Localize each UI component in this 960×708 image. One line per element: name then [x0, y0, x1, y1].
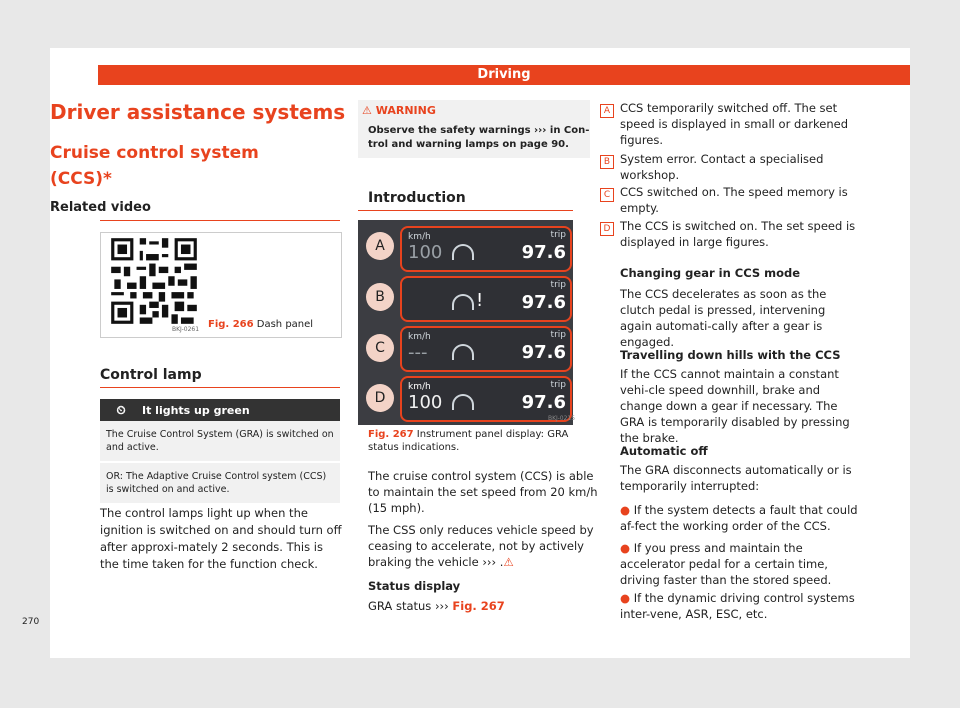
legend-letter: B [600, 155, 614, 169]
bullet-icon: ● [620, 541, 634, 555]
bullet-icon: ● [620, 591, 634, 605]
page-number: 270 [22, 617, 40, 627]
dash-label: B [366, 283, 394, 311]
figure-caption-text: Instrument panel display: GRA status indications. [368, 429, 569, 453]
warning-text: Observe the safety warnings ››› in Con-trol and warning lamps on page 90. [368, 125, 590, 150]
trip-label: trip [550, 280, 566, 290]
kmh-label: km/h [408, 382, 431, 392]
table-row: The Cruise Control System (GRA) is switched on and active. [100, 421, 340, 463]
divider [358, 210, 573, 211]
page-title: Driver assistance systems [50, 100, 346, 124]
automatic-off-text: The GRA disconnects automatically or is temporarily interrupted: [620, 463, 852, 493]
legend-letter: A [600, 104, 614, 118]
list-item: ● If the system detects a fault that could af-fect the working order of the CCS. [620, 503, 858, 533]
figure-caption-text: Dash panel [256, 319, 314, 330]
figure-caption [208, 319, 313, 330]
divider [100, 220, 340, 221]
trip-label: trip [550, 230, 566, 240]
warning-title: ⚠ WARNING [362, 104, 436, 117]
speed-value: 100 [408, 242, 443, 263]
figure-id: BKJ-0215 [548, 415, 576, 422]
figure-id: BKJ-0261 [172, 326, 200, 333]
kmh-label: km/h [408, 332, 431, 342]
figure-caption [368, 428, 573, 454]
downhill-heading: Travelling down hills with the CCS [620, 348, 841, 362]
trip-value: 97.6 [521, 342, 566, 363]
gra-status-line: GRA status ››› Fig. 267 [368, 599, 505, 613]
speedometer-icon [452, 294, 474, 310]
trip-value: 97.6 [521, 392, 566, 413]
intro-paragraph-1: The cruise control system (CCS) is able to maintain the set speed from 20 km/h (15 mph). [368, 469, 598, 515]
trip-value: 97.6 [521, 292, 566, 313]
speed-value: 100 [408, 392, 443, 413]
legend-text: The CCS is switched on. The set speed is displayed in large figures. [620, 219, 856, 249]
dash-row [400, 226, 572, 272]
intro-text [368, 468, 608, 614]
speedometer-icon [452, 344, 474, 360]
legend-text: CCS switched on. The speed memory is empty. [620, 185, 848, 215]
figure-link[interactable]: Fig. 267 [452, 599, 505, 613]
cruise-control-icon: ⏲ [116, 402, 126, 417]
table-header [100, 399, 340, 421]
table-row: OR: The Adaptive Cruise Control system (CCS) is switched on and active. [100, 463, 340, 505]
dash-label: A [366, 232, 394, 260]
lamp-paragraph: The control lamps light up when the ignition is switched on and should turn off after approxi-mately 2 seconds. This is the time taken for the function check. [100, 506, 342, 571]
trip-label: trip [550, 380, 566, 390]
legend-text: CCS temporarily switched off. The set speed is displayed in small or darkened figures. [620, 101, 849, 147]
dash-label: D [366, 384, 394, 412]
legend-letter: D [600, 222, 614, 236]
error-icon: ! [476, 290, 484, 311]
warning-icon: ⚠ [503, 555, 514, 569]
warning-icon: ⚠ [362, 104, 376, 117]
legend-text: System error. Contact a specialised workshop. [620, 152, 824, 182]
status-display-heading: Status display [368, 579, 461, 593]
bullet-icon: ● [620, 503, 634, 517]
dash-row [400, 276, 572, 322]
introduction-heading: Introduction [368, 190, 466, 206]
dash-label: C [366, 334, 394, 362]
legend-letter: C [600, 188, 614, 202]
kmh-label: km/h [408, 232, 431, 242]
changing-gear-heading: Changing gear in CCS mode [620, 266, 801, 280]
speedometer-icon [452, 244, 474, 260]
trip-label: trip [550, 330, 566, 340]
qr-code-icon [108, 235, 200, 327]
table-header-text: It lights up green [142, 403, 250, 417]
list-item: ● If you press and maintain the accelerator pedal for a certain time, driving faster than the stored speed. [620, 541, 832, 587]
section-header: Driving [98, 65, 910, 85]
speedometer-icon [452, 394, 474, 410]
section-subtitle: Cruise control system (CCS)* [50, 143, 259, 189]
trip-value: 97.6 [521, 242, 566, 263]
figure-label: Fig. 267 [368, 429, 414, 440]
changing-gear-text: The CCS decelerates as soon as the clutch pedal is pressed, intervening again automati-cally after a gear is engaged. [620, 287, 827, 349]
list-item: ● If the dynamic driving control systems inter-vene, ASR, ESC, etc. [620, 591, 855, 621]
figure-label: Fig. 266 [208, 319, 254, 330]
speed-value: --- [408, 342, 428, 363]
control-lamp-heading: Control lamp [100, 367, 202, 383]
control-lamp-table [100, 399, 340, 505]
divider [100, 387, 340, 388]
dash-row [400, 376, 572, 422]
intro-paragraph-2: The CSS only reduces vehicle speed by ceasing to accelerate, not by actively braking the vehicle ››› .⚠ [368, 523, 594, 569]
automatic-off-heading: Automatic off [620, 444, 708, 458]
downhill-text: If the CCS cannot maintain a constant vehi-cle speed downhill, brake and change down a gear if necessary. The GRA is temporarily disabled by pressing the brake. [620, 367, 850, 445]
related-video-heading: Related video [50, 200, 151, 215]
dash-row [400, 326, 572, 372]
